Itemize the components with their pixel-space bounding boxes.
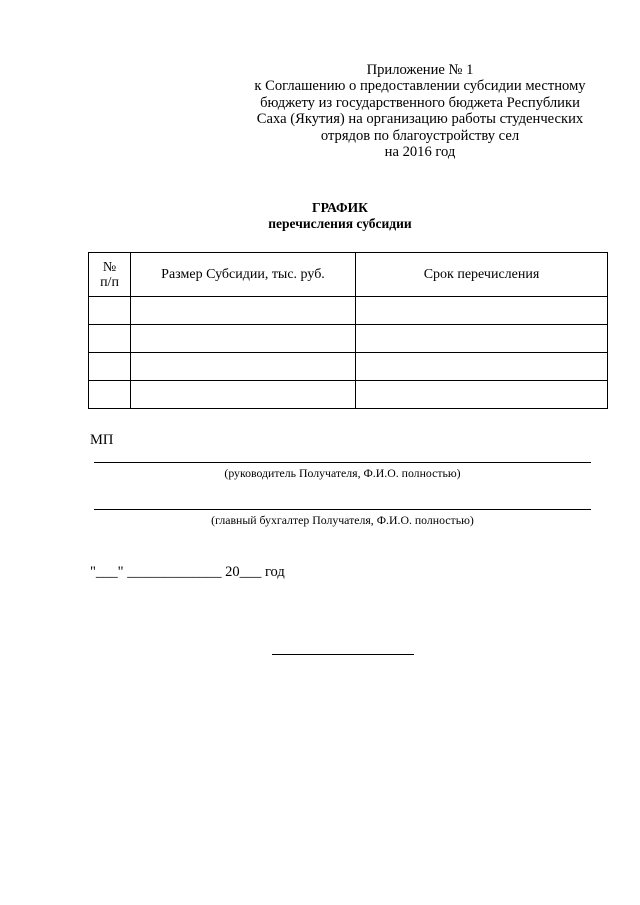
- table-row: [89, 381, 608, 409]
- table-row: [89, 353, 608, 381]
- appendix-line: на 2016 год: [384, 144, 456, 161]
- appendix-heading: [240, 62, 600, 160]
- table-header-row: [89, 253, 608, 297]
- title-main: ГРАФИК: [312, 200, 368, 215]
- stamp-label: МП: [90, 432, 114, 448]
- header-term: Срок перечисления: [356, 253, 608, 297]
- header-number: № п/п: [89, 253, 131, 297]
- table-cell[interactable]: [89, 381, 131, 409]
- payment-schedule-table: [88, 252, 608, 409]
- table-row: [89, 297, 608, 325]
- table-cell[interactable]: [131, 325, 356, 353]
- accountant-signature-label: (главный бухгалтер Получателя, Ф.И.О. полностью): [211, 513, 474, 527]
- table-cell[interactable]: [89, 297, 131, 325]
- accountant-signature-line[interactable]: [94, 509, 591, 510]
- table-cell[interactable]: [89, 325, 131, 353]
- appendix-line: к Соглашению о предоставлении субсидии местному: [254, 78, 586, 95]
- table-cell[interactable]: [131, 353, 356, 381]
- table-cell[interactable]: [131, 381, 356, 409]
- table-cell[interactable]: [89, 353, 131, 381]
- appendix-line: отрядов по благоустройству сел: [320, 127, 520, 144]
- table-cell[interactable]: [356, 297, 608, 325]
- header-amount: Размер Субсидии, тыс. руб.: [131, 253, 356, 297]
- head-signature-label: (руководитель Получателя, Ф.И.О. полностью): [224, 466, 461, 480]
- table-cell[interactable]: [356, 353, 608, 381]
- bottom-signature-line[interactable]: [272, 654, 414, 655]
- table-row: [89, 325, 608, 353]
- head-signature-line[interactable]: [94, 462, 591, 463]
- title-sub: перечисления субсидии: [268, 216, 412, 231]
- date-field[interactable]: "___" _____________ 20___ год: [90, 564, 285, 580]
- table-cell[interactable]: [131, 297, 356, 325]
- appendix-line: бюджету из государственного бюджета Республики: [260, 94, 580, 111]
- table-cell[interactable]: [356, 325, 608, 353]
- appendix-line: Приложение № 1: [366, 62, 474, 78]
- table-cell[interactable]: [356, 381, 608, 409]
- appendix-line: Саха (Якутия) на организацию работы студенческих: [256, 111, 584, 128]
- document-title: [150, 200, 530, 232]
